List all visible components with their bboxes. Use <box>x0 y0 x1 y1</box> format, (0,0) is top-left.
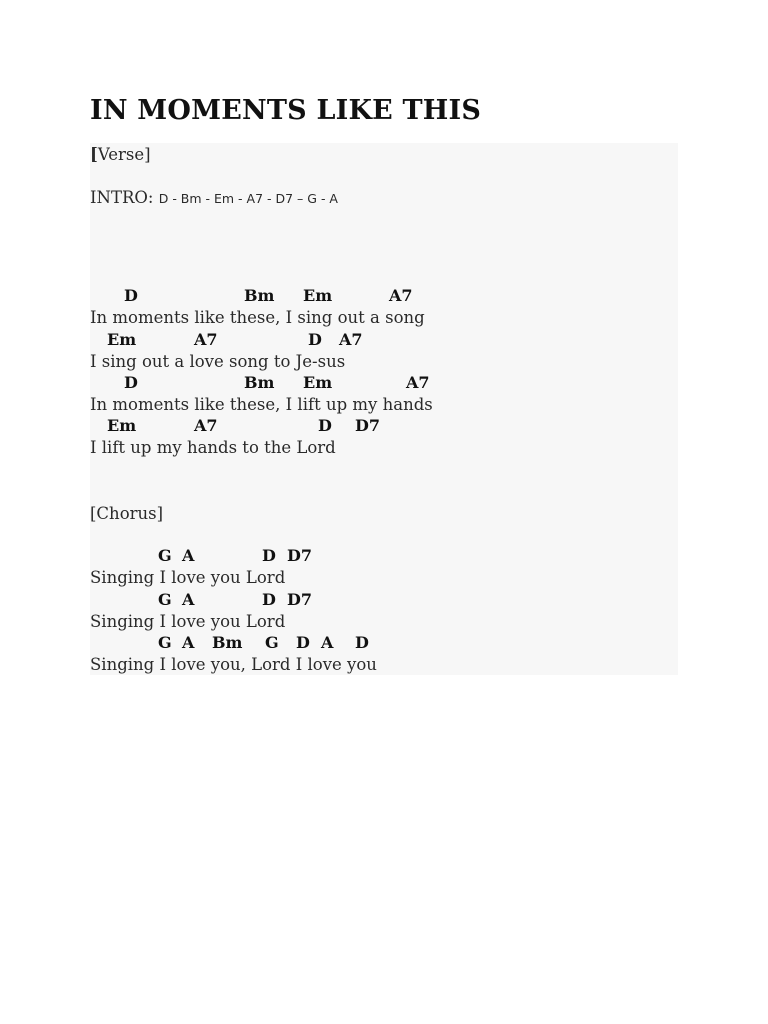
chord: D <box>124 286 138 305</box>
song-title: IN MOMENTS LIKE THIS <box>90 95 482 126</box>
chord: A7 <box>406 373 430 392</box>
chord: D7 <box>287 590 313 609</box>
verse-label <box>90 144 151 166</box>
chord: A <box>182 633 195 652</box>
chord-row <box>90 415 678 437</box>
lyric-line: Singing I love you, Lord I love you <box>90 655 377 674</box>
chord: D <box>308 330 322 349</box>
chord: Em <box>107 416 137 435</box>
chord: D7 <box>287 546 313 565</box>
lyric-line: Singing I love you Lord <box>90 568 286 587</box>
chord-sheet <box>90 143 678 675</box>
chord: D7 <box>355 416 381 435</box>
chord: Bm <box>244 373 275 392</box>
chord: G <box>158 590 172 609</box>
chord-row <box>90 329 678 351</box>
lyric-line: In moments like these, I lift up my hands <box>90 395 433 414</box>
chord: A7 <box>389 286 413 305</box>
chord: D <box>262 590 276 609</box>
chord: G <box>265 633 279 652</box>
chord: Bm <box>212 633 243 652</box>
chord: D <box>124 373 138 392</box>
chord-row <box>90 372 678 394</box>
chord: Bm <box>244 286 275 305</box>
chord-row <box>90 589 678 611</box>
chord-row <box>90 545 678 567</box>
chord: Em <box>107 330 137 349</box>
chorus-label: [Chorus] <box>90 504 164 523</box>
intro-label: INTRO: <box>90 188 159 207</box>
intro-line <box>90 187 338 210</box>
chord: Em <box>303 373 333 392</box>
lyric-line: Singing I love you Lord <box>90 612 286 631</box>
chord: A <box>182 546 195 565</box>
chord: D <box>355 633 369 652</box>
lyric-line: I lift up my hands to the Lord <box>90 438 336 457</box>
chord: D <box>296 633 310 652</box>
chord: D <box>262 546 276 565</box>
chord-row <box>90 285 678 307</box>
chord: A7 <box>339 330 363 349</box>
lyric-line: In moments like these, I sing out a song <box>90 308 425 327</box>
chord: G <box>158 546 172 565</box>
chord: A <box>182 590 195 609</box>
chord: Em <box>303 286 333 305</box>
chord-row <box>90 632 678 654</box>
intro-chords: D - Bm - Em - A7 - D7 – G - A <box>158 191 338 206</box>
chord: D <box>318 416 332 435</box>
chord: G <box>158 633 172 652</box>
verse-label-text: Verse] <box>97 145 151 164</box>
chord: A7 <box>194 330 218 349</box>
verse-label-bracket: [ <box>90 145 98 164</box>
chord: A7 <box>194 416 218 435</box>
lyric-line: I sing out a love song to Je-sus <box>90 352 346 371</box>
chord: A <box>321 633 334 652</box>
